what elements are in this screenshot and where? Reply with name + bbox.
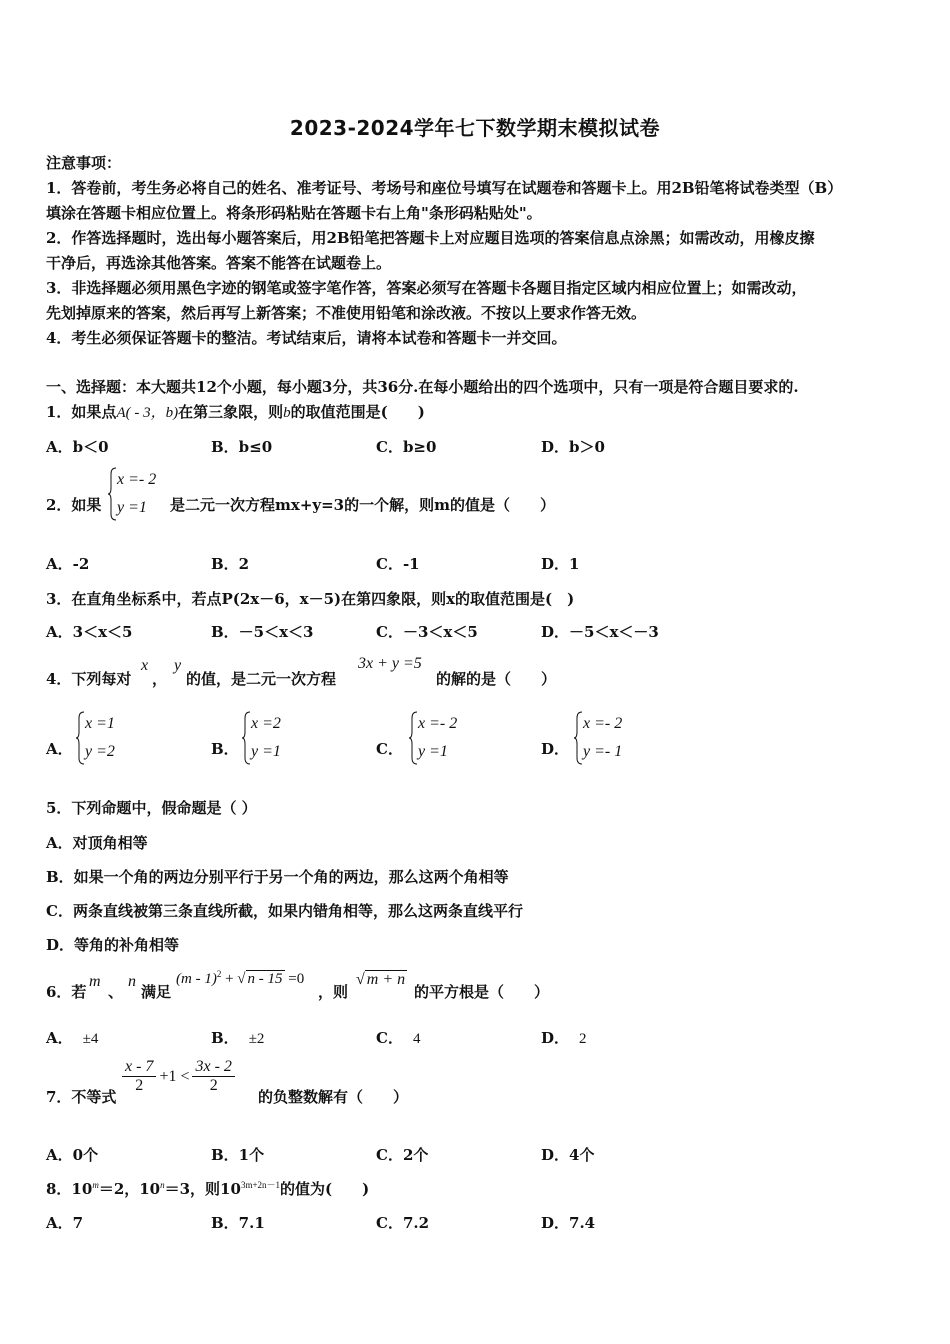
q6-equation: (m - 1)$^2$ + √ n - 15 =0 bbox=[176, 969, 305, 987]
q1-option-a: A．b＜0 bbox=[46, 438, 109, 456]
var-y: y bbox=[174, 657, 182, 674]
q6-root: √ m + n bbox=[356, 971, 406, 988]
question-6-then: ，则 bbox=[318, 983, 349, 1001]
q5-option-d: D．等角的补角相等 bbox=[46, 936, 180, 954]
notice-line: 干净后，再选涂其他答案。答案不能答在试题卷上。 bbox=[46, 254, 392, 272]
q2-equation-system: x =- 2 y =1 bbox=[108, 466, 156, 522]
question-8: 8．$10^m=2$，$10^n=3$，则$10^{3m+2n-1}$的值为( ) bbox=[46, 1180, 370, 1198]
q4-option-d-label: D． bbox=[541, 740, 570, 758]
q7-option-a: A．0个 bbox=[46, 1146, 99, 1164]
q4-option-b-label: B． bbox=[211, 740, 239, 758]
q8-option-c: C．7.2 bbox=[376, 1214, 430, 1232]
question-1: 1．如果点A( - 3，b)在第三象限，则b的取值范围是( ) bbox=[46, 403, 425, 421]
question-5: 5．下列命题中，假命题是（ ） bbox=[46, 799, 257, 817]
var-x: x bbox=[141, 657, 149, 674]
q1-option-d: D．b＞0 bbox=[541, 438, 605, 456]
question-3: 3．在直角坐标系中，若点P(2x－6，x－5)在第四象限，则x的取值范围是( ) bbox=[46, 590, 575, 608]
q4-option-a-system: x =1 y =2 bbox=[76, 710, 115, 766]
question-6-pre: 6．若 bbox=[46, 983, 87, 1001]
question-6-post: 的平方根是（ ） bbox=[414, 983, 550, 1001]
q4-option-a-label: A． bbox=[46, 740, 73, 758]
q4-option-c-label: C． bbox=[376, 740, 403, 758]
notice-line: 2．作答选择题时，选出每小题答案后，用2B铅笔把答题卡上对应题目选项的答案信息点涂黑；如需改动，用橡皮擦 bbox=[46, 229, 815, 247]
notice-heading: 注意事项： bbox=[46, 154, 122, 172]
q6-option-b: B． ±2 bbox=[211, 1029, 265, 1047]
q2-option-b: B．2 bbox=[211, 555, 250, 573]
q3-option-d: D．－5＜x＜－3 bbox=[541, 623, 659, 641]
q6-option-a: A． ±4 bbox=[46, 1029, 99, 1047]
question-4-pre: 4．下列每对 bbox=[46, 670, 132, 688]
q7-option-c: C．2个 bbox=[376, 1146, 429, 1164]
q5-option-b: B．如果一个角的两边分别平行于另一个角的两边，那么这两个角相等 bbox=[46, 868, 509, 886]
q3-option-b: B．－5＜x＜3 bbox=[211, 623, 314, 641]
q6-option-c: C． 4 bbox=[376, 1029, 421, 1047]
notice-line: 先划掉原来的答案，然后再写上新答案；不准使用铅笔和涂改液。不按以上要求作答无效。 bbox=[46, 304, 647, 322]
q4-option-b-system: x =2 y =1 bbox=[242, 710, 281, 766]
question-7-pre: 7．不等式 bbox=[46, 1088, 117, 1106]
notice-line: 3．非选择题必须用黑色字迹的钢笔或签字笔作答，答案必须写在答题卡各题目指定区域内相应位置上；如需改动， bbox=[46, 279, 807, 297]
q2-option-a: A．-2 bbox=[46, 555, 90, 573]
q7-inequality: $\frac{x - 7}{2}$ +1 < $\frac{3x - 2}{2}$ bbox=[122, 1058, 235, 1095]
q7-option-d: D．4个 bbox=[541, 1146, 595, 1164]
separator: 、 bbox=[108, 983, 124, 1001]
var-n: n bbox=[128, 973, 136, 990]
question-2-post: 是二元一次方程mx+y=3的一个解，则m的值是（ ） bbox=[170, 496, 555, 514]
question-4-mid: 的值，是二元一次方程 bbox=[186, 670, 337, 688]
notice-line: 1．答卷前，考生务必将自己的姓名、准考证号、考场号和座位号填写在试题卷和答题卡上。用2B铅笔将试卷类型（B） bbox=[46, 179, 843, 197]
q8-option-a: A．7 bbox=[46, 1214, 84, 1232]
q6-option-d: D． 2 bbox=[541, 1029, 587, 1047]
section-heading: 一、选择题：本大题共12个小题，每小题3分，共36分.在每小题给出的四个选项中，只有一项是符合题目要求的. bbox=[46, 378, 799, 396]
q1-option-c: C．b≥0 bbox=[376, 438, 437, 456]
q3-option-a: A．3＜x＜5 bbox=[46, 623, 133, 641]
question-7-post: 的负整数解有（ ） bbox=[258, 1088, 409, 1106]
question-2-pre: 2．如果 bbox=[46, 496, 102, 514]
separator: ， bbox=[152, 670, 168, 688]
q2-option-d: D．1 bbox=[541, 555, 580, 573]
var-m: m bbox=[89, 973, 101, 990]
question-6-mid: 满足 bbox=[141, 983, 172, 1001]
q2-option-c: C．-1 bbox=[376, 555, 420, 573]
q7-option-b: B．1个 bbox=[211, 1146, 265, 1164]
notice-line: 填涂在答题卡相应位置上。将条形码粘贴在答题卡右上角"条形码粘贴处"。 bbox=[46, 204, 542, 222]
point-a: A( - 3，b) bbox=[116, 405, 179, 421]
q5-option-a: A．对顶角相等 bbox=[46, 834, 148, 852]
q8-option-b: B．7.1 bbox=[211, 1214, 265, 1232]
question-4-post: 的解的是（ ） bbox=[436, 670, 557, 688]
notice-line: 4．考生必须保证答题卡的整洁。考试结束后，请将本试卷和答题卡一并交回。 bbox=[46, 329, 567, 347]
page-title: 2023-2024学年七下数学期末模拟试卷 bbox=[289, 116, 661, 140]
q4-option-c-system: x =- 2 y =1 bbox=[409, 710, 457, 766]
q1-option-b: B．b≤0 bbox=[211, 438, 273, 456]
q3-option-c: C．－3＜x＜5 bbox=[376, 623, 478, 641]
q5-option-c: C．两条直线被第三条直线所截，如果内错角相等，那么这两条直线平行 bbox=[46, 902, 523, 920]
q4-option-d-system: x =- 2 y =- 1 bbox=[574, 710, 622, 766]
q4-equation: 3x + y =5 bbox=[358, 655, 422, 672]
q8-option-d: D．7.4 bbox=[541, 1214, 596, 1232]
